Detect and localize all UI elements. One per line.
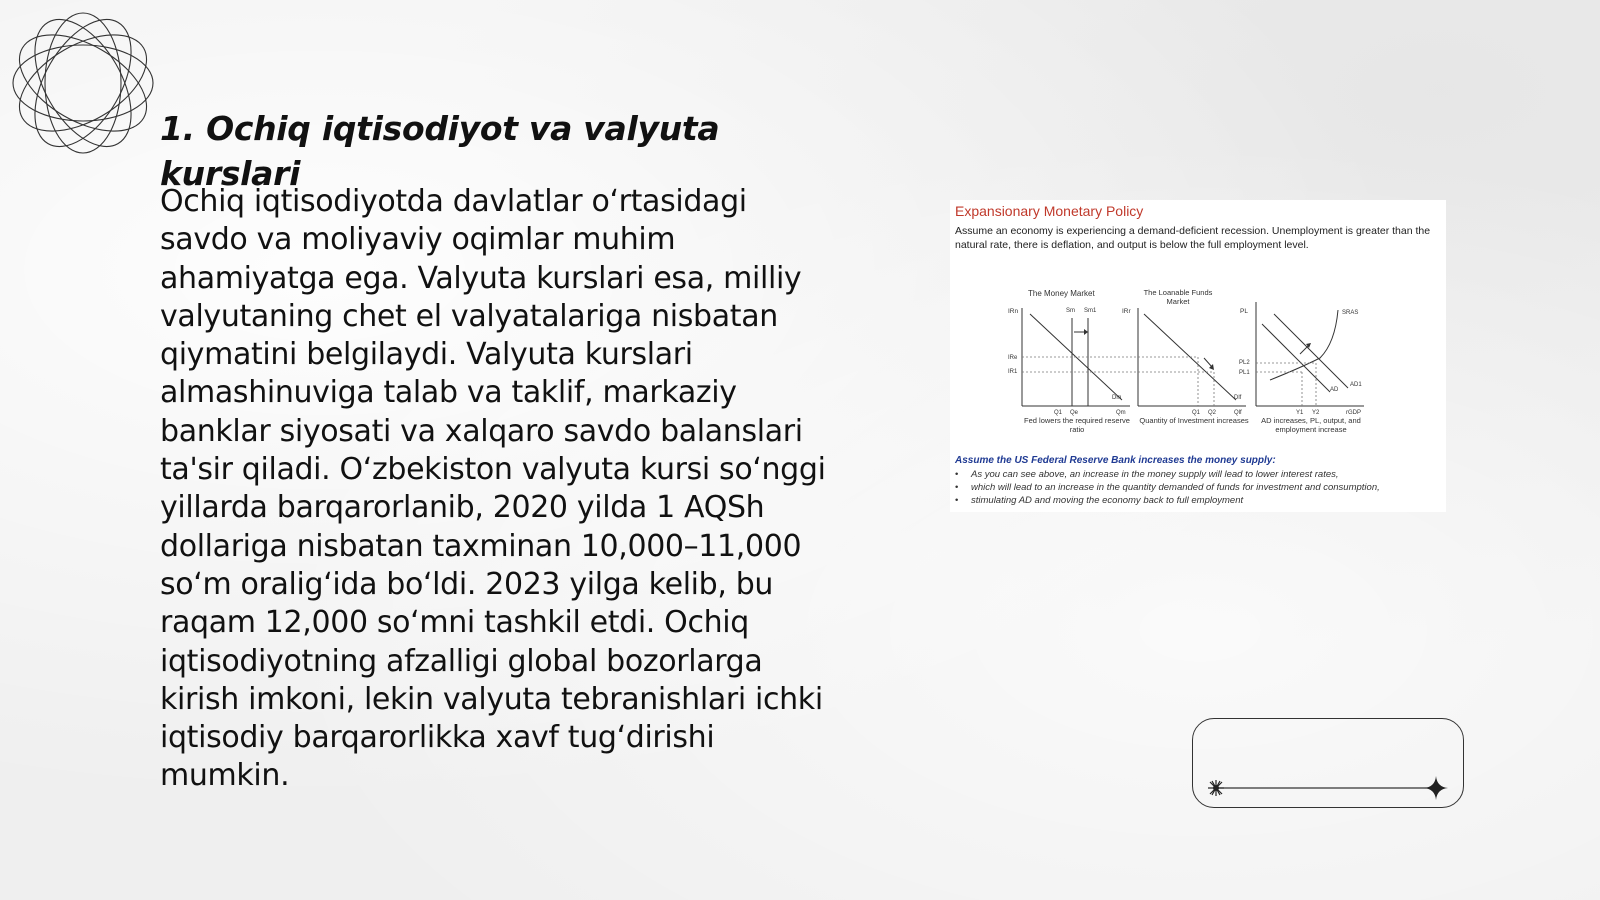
panel-title: The Loanable Funds Market xyxy=(1143,288,1213,306)
figure-title: Expansionary Monetary Policy xyxy=(955,203,1144,219)
curve-label: AD xyxy=(1330,387,1339,393)
body-paragraph: Ochiq iqtisodiyotda davlatlar o‘rtasidagi savdo va moliyaviy oqimlar muhim ahamiyatga ega. Valyuta kurslari esa, milliy valyutaning chet el valyatalariga nisbatan qiymatini belgilaydi. Valyuta kurslari almashinuviga talab va taklif, markaziy banklar siyosati va xalqaro savdo balanslari ta'sir qiladi. O‘zbekiston valyuta kursi so‘nggi yillarda barqarorlanib, 2020 yilda 1 AQSh dollariga nisbatan taxminan 10,000–11,000 so‘m oralig‘ida bo‘ldi. 2023 yilga kelib, bu raqam 12,000 so‘mni tashkil etdi. Ochiq iqtisodiyotning afzalligi global bozorlarga kirish imkoni, lekin valyuta tebranishlari ichki iqtisodiy barqarorlikka xavf tug‘dirishi mumkin. xyxy=(160,184,826,794)
figure-heading: Assume the US Federal Reserve Bank increases the money supply: xyxy=(955,455,1276,466)
figure-bullet-list xyxy=(955,468,1441,507)
curve-label: Dlf xyxy=(1234,395,1242,401)
ad-as-panel xyxy=(1239,302,1366,448)
y-tick-label: PL2 xyxy=(1239,360,1250,366)
x-tick-label: Qm xyxy=(1116,410,1126,416)
list-item: • which will lead to an increase in the quantity demanded of funds for investment and consumption, xyxy=(955,481,1441,494)
y-tick-label: IR1 xyxy=(1008,369,1018,375)
curve-label: SRAS xyxy=(1342,310,1359,316)
y-tick-label: IRe xyxy=(1008,355,1018,361)
y-axis-label: IRr xyxy=(1122,308,1131,315)
panel-caption: Quantity of Investment increases xyxy=(1139,416,1249,425)
curve-label: AD1 xyxy=(1350,382,1362,388)
list-item: • As you can see above, an increase in the money supply will lead to lower interest rates, xyxy=(955,468,1441,481)
curve-label: Dm xyxy=(1112,395,1122,401)
star-cross-icon xyxy=(1424,776,1448,800)
y-axis-label: PL xyxy=(1240,308,1248,315)
list-item: • stimulating AD and moving the economy back to full employment xyxy=(955,494,1441,507)
panel-title: The Money Market xyxy=(1028,289,1095,298)
panel-caption: Fed lowers the required reserve ratio xyxy=(1024,416,1130,434)
curve-label: Sm1 xyxy=(1084,308,1097,314)
figure-intro: Assume an economy is experiencing a demand-deficient recession. Unemployment is greater than the natural rate, there is deflation, and output is below the full employment level. xyxy=(955,225,1431,251)
x-tick-label: Q1 xyxy=(1054,410,1063,416)
x-tick-label: Q2 xyxy=(1208,410,1217,416)
monetary-policy-figure xyxy=(950,200,1446,512)
money-market-panel xyxy=(1008,289,1132,444)
y-tick-label: PL1 xyxy=(1239,370,1250,376)
x-tick-label: Q1 xyxy=(1192,410,1201,416)
x-tick-label: Qe xyxy=(1070,410,1079,416)
curve-label: Sm xyxy=(1066,308,1075,314)
x-tick-label: Y2 xyxy=(1312,410,1320,416)
decorative-line xyxy=(1192,768,1464,808)
figure-diagrams xyxy=(950,288,1446,448)
panel-caption: AD increases, PL, output, and employment increase xyxy=(1261,416,1361,434)
x-tick-label: Qlf xyxy=(1234,410,1242,416)
rosette-ornament-icon xyxy=(8,8,158,158)
loanable-funds-panel xyxy=(1122,288,1250,444)
x-tick-label: Y1 xyxy=(1296,410,1304,416)
y-axis-label: IRn xyxy=(1008,308,1019,315)
slide-title: 1. Ochiq iqtisodiyot va valyuta kurslari xyxy=(160,109,720,193)
x-tick-label: rGDP xyxy=(1346,410,1361,416)
